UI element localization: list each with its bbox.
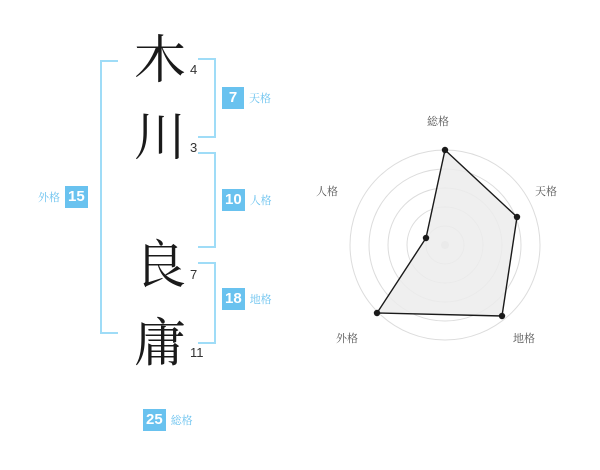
badge-jinkaku-value: 10	[222, 189, 245, 211]
badge-soukaku-value: 25	[143, 409, 166, 431]
kanji-character-3: 良	[133, 236, 186, 296]
stroke-count-3: 7	[190, 267, 198, 282]
radar-data-polygon	[377, 150, 517, 316]
kanji-character-1: 木	[133, 31, 186, 91]
badge-jinkaku-label: 人格	[249, 195, 272, 207]
badge-soukaku-label: 総格	[170, 415, 193, 427]
badge-jinkaku	[222, 189, 272, 211]
stroke-count-4: 11	[190, 345, 204, 360]
badge-gaikaku-label: 外格	[38, 192, 60, 204]
badge-tenkaku-label: 天格	[249, 93, 271, 105]
stroke-count-1: 4	[190, 62, 198, 77]
jinkaku-bracket	[198, 152, 216, 248]
kanji-character-2: 川	[133, 108, 186, 168]
radar-chart	[310, 0, 600, 470]
gaikaku-bracket	[100, 60, 118, 334]
badge-tenkaku	[222, 87, 271, 109]
badge-gaikaku	[38, 186, 88, 208]
stroke-count-2: 3	[190, 140, 198, 155]
badge-soukaku	[143, 409, 193, 431]
kanji-character-4: 庸	[133, 314, 186, 374]
badge-chikaku-value: 18	[222, 288, 245, 310]
badge-chikaku	[222, 288, 272, 310]
radar-axis-label-soukaku: 総格	[427, 116, 449, 128]
radar-axis-label-chikaku: 地格	[513, 333, 535, 345]
badge-tenkaku-value: 7	[222, 87, 244, 109]
radar-axis-label-tenkaku: 天格	[535, 186, 557, 198]
radar-axis-label-gaikaku: 外格	[336, 333, 358, 345]
badge-chikaku-label: 地格	[249, 294, 272, 306]
badge-gaikaku-value: 15	[65, 186, 88, 208]
radar-axis-label-jinkaku: 人格	[316, 186, 338, 198]
radar-chart-svg	[310, 0, 600, 470]
